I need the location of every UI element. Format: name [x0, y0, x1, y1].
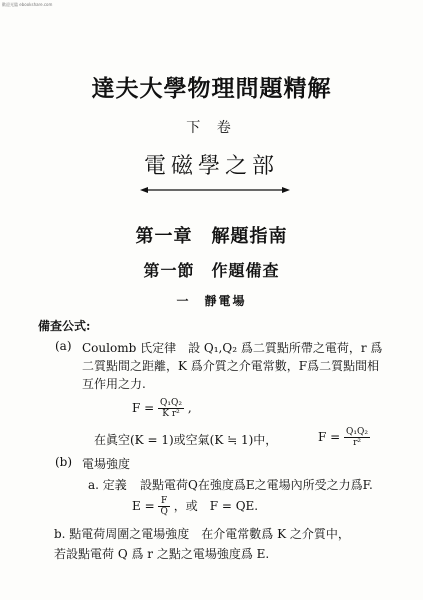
fraction-numerator: Q₁Q₂	[346, 427, 369, 437]
formula-lhs: F =	[132, 401, 155, 415]
item-a-line2: 二質點間之距離，K 爲介質之介電常數，F爲二質點間相	[82, 359, 380, 373]
field-formula	[132, 496, 258, 517]
subsection-heading: 一 靜電場	[176, 294, 247, 308]
watermark: 歡迎光臨 ebookshare.com	[2, 2, 53, 7]
formulas-label: 備查公式:	[38, 319, 91, 333]
chapter-heading: 第一章 解題指南	[135, 226, 288, 247]
formula-fraction	[344, 427, 370, 448]
fraction-denominator: Q	[160, 507, 168, 517]
definition-marker: a. 定義	[88, 478, 127, 492]
volume-label: 下 卷	[186, 120, 237, 136]
definition-text: 設點電荷Q在強度爲E之電場內所受之力爲F.	[140, 478, 373, 492]
ornamental-divider	[140, 184, 290, 196]
item-b-marker: (b)	[55, 455, 73, 469]
part-title: 電磁學之部	[143, 154, 279, 179]
item-a-line3: 互作用之力.	[82, 377, 146, 391]
fraction-numerator: F	[158, 496, 169, 507]
point-charge-line2: 若設點電荷 Q 爲 r 之點之電場強度爲 E.	[54, 547, 270, 561]
item-a-line1: Coulomb 氏定律 設 Q₁,Q₂ 爲二質點所帶之電荷，r 爲	[82, 341, 383, 355]
point-charge-line1: b. 點電荷周圍之電場強度 在介電常數爲 K 之介質中，	[54, 527, 350, 541]
fraction-denominator: K r²	[162, 409, 180, 419]
vacuum-text: 在眞空(K = 1)或空氣(K ≒ 1)中，	[94, 433, 278, 447]
book-title: 達夫大學物理問題精解	[91, 75, 332, 102]
formula-fraction	[158, 398, 184, 419]
fraction-denominator: r²	[353, 438, 361, 448]
formula-lhs: F =	[318, 430, 341, 444]
item-a-marker: (a)	[55, 339, 72, 353]
vacuum-formula	[318, 427, 370, 448]
formula-lhs: E =	[132, 499, 155, 513]
item-b-heading: 電場強度	[82, 457, 131, 471]
coulomb-formula	[132, 398, 192, 419]
formula-fraction	[158, 496, 169, 517]
fraction-numerator: Q₁Q₂	[160, 398, 183, 408]
formula-tail: ，或 F = QE.	[173, 499, 259, 513]
formula-tail: ,	[187, 401, 192, 415]
section-heading: 第一節 作題備查	[143, 261, 280, 280]
